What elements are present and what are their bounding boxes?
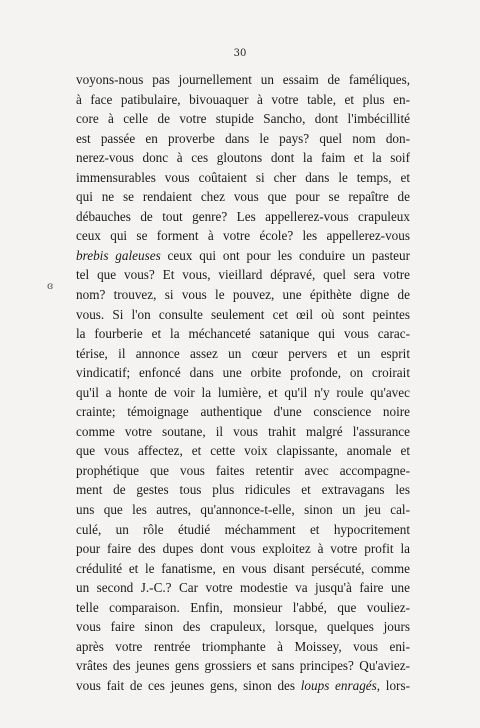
line-text: culé, un rôle étudié méchamment et hypocritement [76, 521, 410, 537]
line-text: qui ne se rendaient chez vous que pour se repaître de [76, 189, 410, 205]
text-line [76, 637, 410, 657]
text-line [76, 363, 410, 383]
line-text: ceux qui ont pour les conduire un pasteur [160, 247, 410, 263]
line-text: immensurables vous coûtaient si cher dans le temps, et [76, 169, 410, 185]
text-line [76, 90, 410, 110]
line-text: vrâtes des jeunes gens grossiers et sans principes? Qu'aviez- [76, 658, 410, 674]
text-line [76, 285, 410, 305]
line-text: , lors- [376, 677, 410, 693]
line-text: prophétique que vous faites retentir avec accompagne- [76, 462, 410, 478]
text-line [76, 480, 410, 500]
line-text: vous. Si l'on consulte seulement cet œil où sont peintes [76, 306, 410, 322]
line-text: qu'il a honte de voir la lumière, et qu'il n'y roule qu'avec [76, 384, 410, 400]
line-text: un second J.-C.? Car votre modestie va jusqu'à faire une [76, 580, 410, 596]
text-line [76, 617, 410, 637]
line-text: nerez-vous donc à ces gloutons dont la faim et la soif [76, 150, 410, 166]
line-text: ceux qui se forment à votre école? les appellerez-vous [76, 228, 410, 244]
text-line [76, 187, 410, 207]
line-text: vous fait de ces jeunes gens, sinon des [76, 677, 301, 693]
line-text: nom? trouvez, si vous le pouvez, une épithète digne de [76, 287, 410, 303]
line-text: comme votre soutane, il vous trahit malgré l'assurance [76, 423, 410, 439]
body-text [76, 70, 410, 696]
text-line [76, 676, 410, 696]
text-line [76, 578, 410, 598]
line-text: la fourberie et la méchanceté satanique qui vous carac- [76, 326, 410, 342]
text-line [76, 559, 410, 579]
line-text: crainte; témoignage authentique d'une conscience noire [76, 404, 410, 420]
page-number: 30 [233, 48, 247, 59]
text-line [76, 500, 410, 520]
text-line [76, 226, 410, 246]
line-text: ment de gestes tous plus ridicules et extravagans les [76, 482, 410, 498]
text-line [76, 520, 410, 540]
line-text: tel que vous? Et vous, vieillard dépravé, quel sera votre [76, 267, 410, 283]
text-line [76, 324, 410, 344]
italic-text: loups enragés [300, 677, 377, 693]
text-line [76, 461, 410, 481]
text-line [76, 598, 410, 618]
text-line [76, 422, 410, 442]
text-line [76, 70, 410, 90]
line-text: core à celle de votre stupide Sancho, dont l'imbécillité [76, 111, 410, 127]
line-text: pour faire des dupes dont vous exploitez à votre profit la [76, 541, 410, 557]
text-line [76, 109, 410, 129]
text-line [76, 148, 410, 168]
line-text: est passée en proverbe dans le pays? quel nom don- [76, 130, 410, 146]
text-line [76, 168, 410, 188]
line-text: vous faire sinon des crapuleux, lorsque, quelques jours [76, 619, 410, 635]
text-line [76, 344, 410, 364]
line-text: après votre rentrée triomphante à Moissey, vous eni- [76, 638, 410, 654]
line-text: voyons-nous pas journellement un essaim de faméliques, [76, 72, 410, 87]
line-text: à face patibulaire, bivouaquer à votre table, et plus en- [76, 91, 410, 107]
text-line [76, 656, 410, 676]
line-text: térise, il annonce assez un cœur pervers et un esprit [76, 345, 410, 361]
line-text: que vous affectez, et cette voix clapissante, anomale et [76, 443, 410, 459]
line-text: débauches de tout genre? Les appellerez-vous crapuleux [76, 208, 410, 224]
text-line [76, 402, 410, 422]
text-line [76, 441, 410, 461]
line-text: uns que les autres, qu'annonce-t-elle, sinon un jeu cal- [76, 502, 410, 518]
text-line [76, 305, 410, 325]
text-line [76, 129, 410, 149]
text-line [76, 265, 410, 285]
italic-text: brebis galeuses [76, 247, 161, 263]
line-text: telle comparaison. Enfin, monsieur l'abbé, que vouliez- [76, 599, 410, 615]
line-text: crédulité et le fanatisme, en vous disant persécuté, comme [76, 560, 410, 576]
text-line [76, 383, 410, 403]
margin-mark: ɞ [47, 281, 54, 292]
text-line [76, 539, 410, 559]
text-line [76, 207, 410, 227]
line-text: vindicatif; enfoncé dans une orbite profonde, on croirait [76, 365, 410, 381]
text-line [76, 246, 410, 266]
